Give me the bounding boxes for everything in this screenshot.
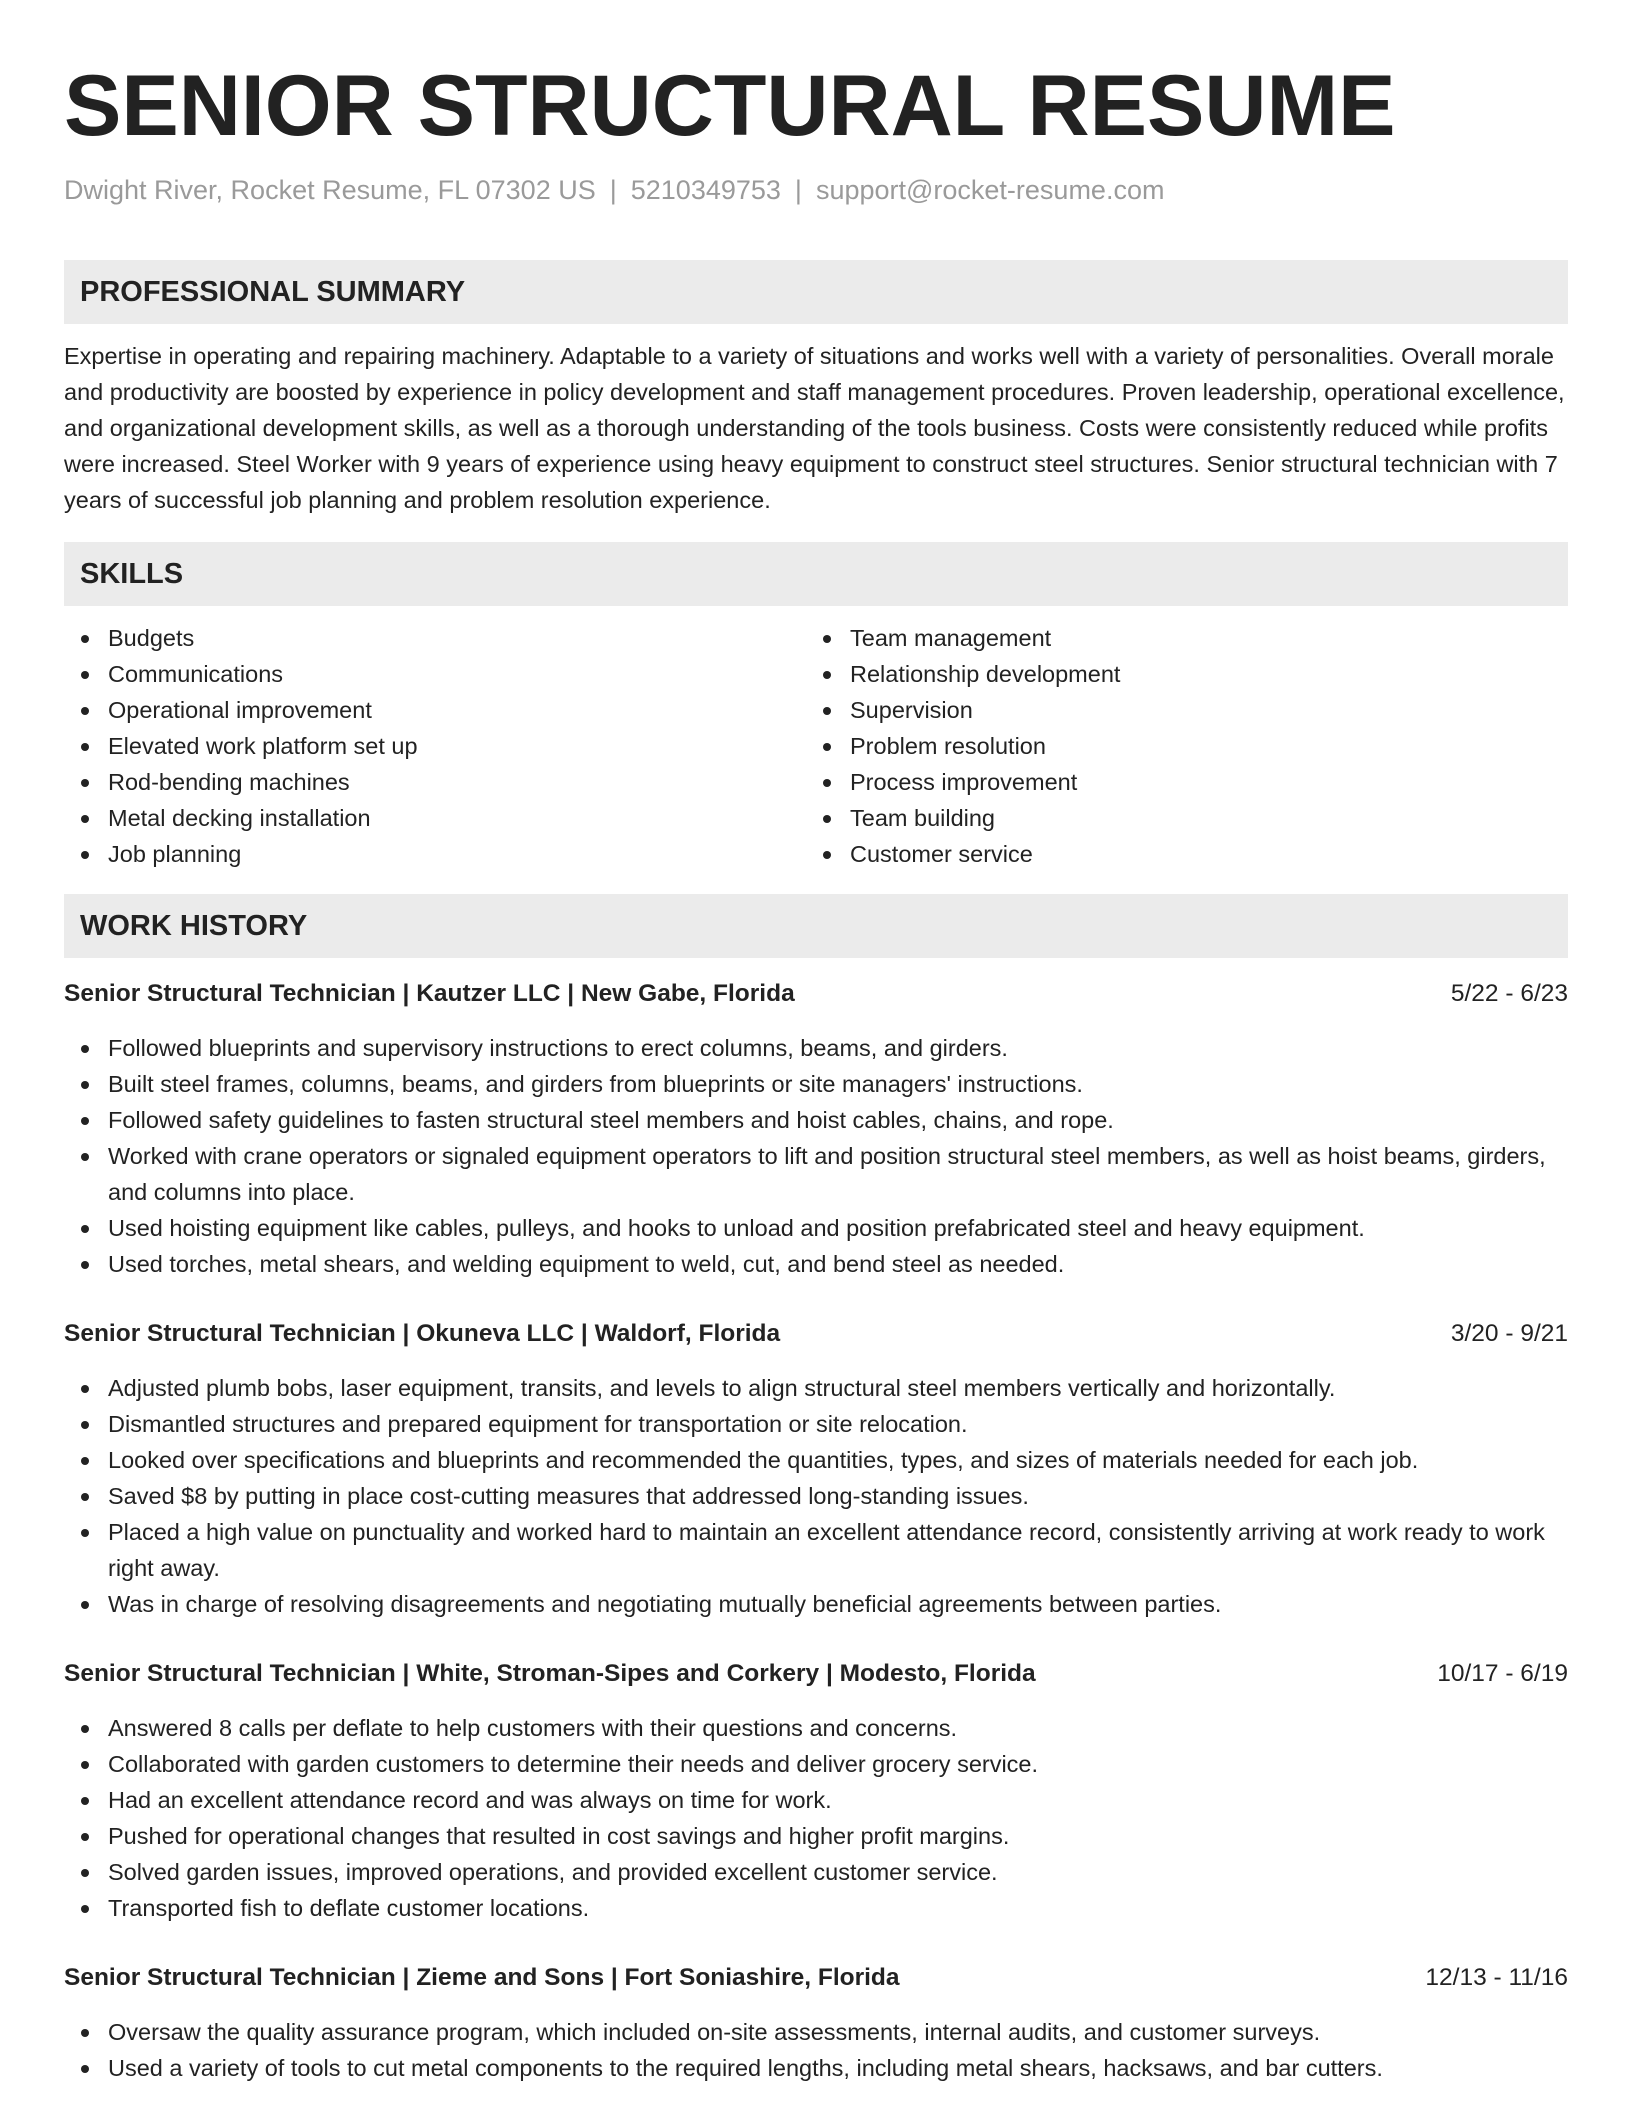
job-title: Senior Structural Technician | Kautzer LLC | New Gabe, Florida: [64, 980, 795, 1007]
job-bullet: Built steel frames, columns, beams, and girders from blueprints or site managers' instructions.: [64, 1066, 1568, 1102]
job-bullet: Transported fish to deflate customer locations.: [64, 1890, 1568, 1926]
summary-text: Expertise in operating and repairing machinery. Adaptable to a variety of situations and works well with a variety of personalities. Overall morale and productivity are boosted by experience in policy development and staff management procedures. Proven leadership, operational excellence, and organizational development skills, as well as a thorough understanding of the tools business. Costs were consistently reduced while profits were increased. Steel Worker with 9 years of experience using heavy equipment to construct steel structures. Senior structural technician with 7 years of successful job planning and problem resolution experience.: [64, 343, 1565, 513]
skill-item: Team management: [806, 620, 1548, 656]
job-bullet: Placed a high value on punctuality and worked hard to maintain an excellent attendance record, consistently arriving at work ready to work right away.: [64, 1514, 1568, 1586]
job-bullet: Was in charge of resolving disagreements and negotiating mutually beneficial agreements between parties.: [64, 1586, 1568, 1622]
job-bullet: Pushed for operational changes that resulted in cost savings and higher profit margins.: [64, 1818, 1568, 1854]
job-entry: [64, 976, 1568, 1282]
job-dates: 10/17 - 6/19: [1437, 1660, 1568, 1687]
summary-heading: PROFESSIONAL SUMMARY: [64, 260, 1568, 324]
job-header: [64, 1656, 1568, 1692]
work-history-heading: WORK HISTORY: [64, 894, 1568, 958]
job-entry: [64, 1316, 1568, 1622]
job-header: [64, 976, 1568, 1012]
skill-item: Team building: [806, 800, 1548, 836]
contact-line: [64, 172, 1568, 208]
job-bullet: Answered 8 calls per deflate to help customers with their questions and concerns.: [64, 1710, 1568, 1746]
job-bullet: Worked with crane operators or signaled equipment operators to lift and position structural steel members, as well as hoist beams, girders, and columns into place.: [64, 1138, 1568, 1210]
job-bullet: Looked over specifications and blueprints and recommended the quantities, types, and sizes of materials needed for each job.: [64, 1442, 1568, 1478]
skill-item: Process improvement: [806, 764, 1548, 800]
contact-phone: 5210349753: [630, 175, 781, 205]
job-title: Senior Structural Technician | Zieme and Sons | Fort Soniashire, Florida: [64, 1964, 900, 1991]
job-bullet: Solved garden issues, improved operations, and provided excellent customer service.: [64, 1854, 1568, 1890]
job-bullet: Collaborated with garden customers to determine their needs and deliver grocery service.: [64, 1746, 1568, 1782]
job-header: [64, 1316, 1568, 1352]
job-bullet: Followed safety guidelines to fasten structural steel members and hoist cables, chains, and rope.: [64, 1102, 1568, 1138]
skill-item: Communications: [64, 656, 806, 692]
job-bullet: Had an excellent attendance record and was always on time for work.: [64, 1782, 1568, 1818]
job-dates: 12/13 - 11/16: [1425, 1964, 1568, 1991]
contact-address: Dwight River, Rocket Resume, FL 07302 US: [64, 175, 596, 205]
resume-page: [64, 0, 1568, 2086]
job-bullet: Adjusted plumb bobs, laser equipment, transits, and levels to align structural steel members vertically and horizontally.: [64, 1370, 1568, 1406]
skill-item: Job planning: [64, 836, 806, 872]
skills-column-right: [806, 620, 1548, 872]
job-entry: [64, 1656, 1568, 1926]
job-bullet: Saved $8 by putting in place cost-cutting measures that addressed long-standing issues.: [64, 1478, 1568, 1514]
job-bullets: [64, 1030, 1568, 1282]
skill-item: Rod-bending machines: [64, 764, 806, 800]
job-entry: [64, 1960, 1568, 2086]
job-dates: 3/20 - 9/21: [1450, 1320, 1568, 1347]
job-bullets: [64, 1710, 1568, 1926]
job-dates: 5/22 - 6/23: [1450, 980, 1568, 1007]
skill-item: Metal decking installation: [64, 800, 806, 836]
skill-item: Customer service: [806, 836, 1548, 872]
job-bullet: Used hoisting equipment like cables, pulleys, and hooks to unload and position prefabricated steel and heavy equipment.: [64, 1210, 1568, 1246]
skill-item: Operational improvement: [64, 692, 806, 728]
skill-item: Problem resolution: [806, 728, 1548, 764]
skills-list: [64, 620, 1568, 872]
contact-separator: |: [794, 175, 802, 205]
skills-column-left: [64, 620, 806, 872]
job-bullets: [64, 2014, 1568, 2086]
contact-email: support@rocket-resume.com: [815, 175, 1165, 205]
job-bullet: Used a variety of tools to cut metal components to the required lengths, including metal shears, hacksaws, and bar cutters.: [64, 2050, 1568, 2086]
job-header: [64, 1960, 1568, 1996]
skill-item: Elevated work platform set up: [64, 728, 806, 764]
skill-item: Relationship development: [806, 656, 1548, 692]
job-title: Senior Structural Technician | Okuneva LLC | Waldorf, Florida: [64, 1320, 781, 1347]
job-bullet: Dismantled structures and prepared equipment for transportation or site relocation.: [64, 1406, 1568, 1442]
job-bullets: [64, 1370, 1568, 1622]
job-bullet: Followed blueprints and supervisory instructions to erect columns, beams, and girders.: [64, 1030, 1568, 1066]
skills-heading: SKILLS: [64, 542, 1568, 606]
skill-item: Budgets: [64, 620, 806, 656]
skill-item: Supervision: [806, 692, 1548, 728]
job-title: Senior Structural Technician | White, Stroman-Sipes and Corkery | Modesto, Florida: [64, 1660, 1036, 1687]
job-bullet: Used torches, metal shears, and welding equipment to weld, cut, and bend steel as needed.: [64, 1246, 1568, 1282]
contact-separator: |: [609, 175, 617, 205]
job-bullet: Oversaw the quality assurance program, which included on-site assessments, internal audits, and customer surveys.: [64, 2014, 1568, 2050]
resume-title: SENIOR STRUCTURAL RESUME: [64, 58, 1396, 154]
